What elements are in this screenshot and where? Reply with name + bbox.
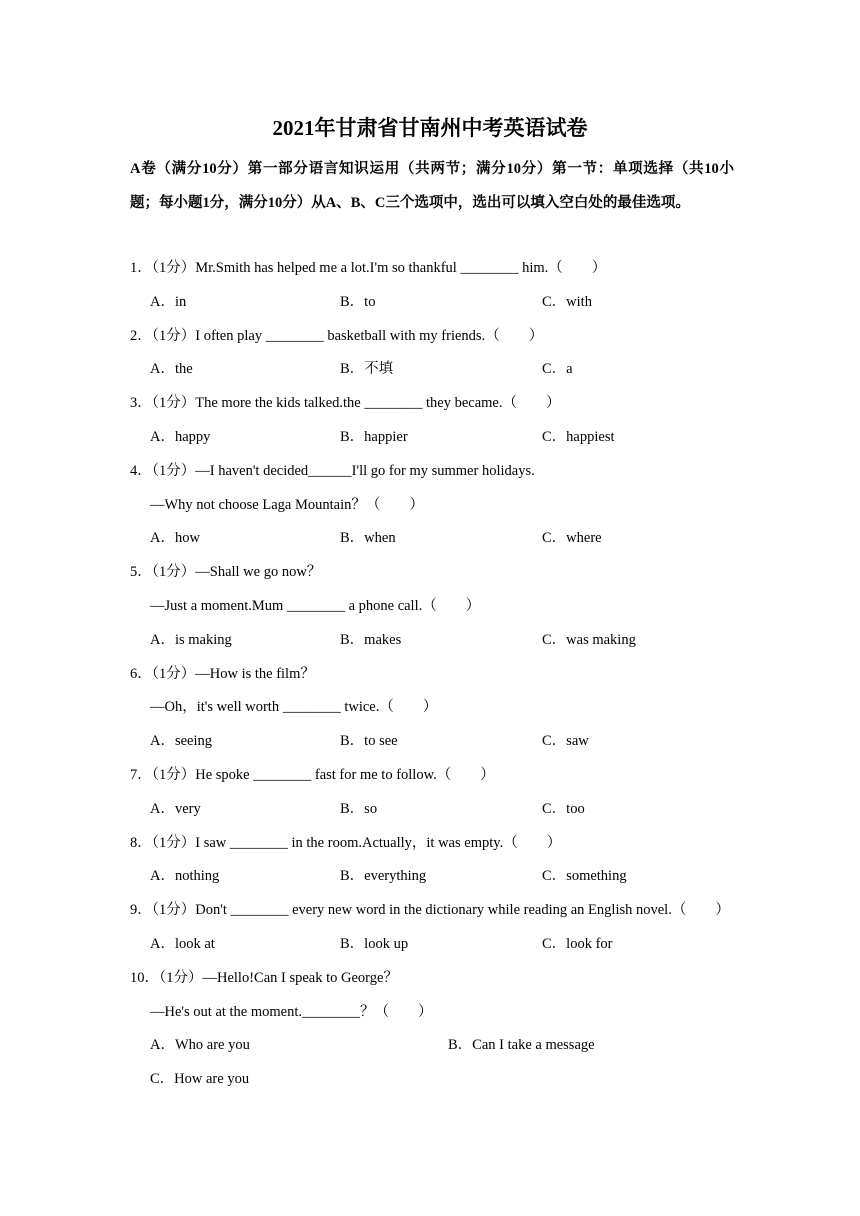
option-a: A．in bbox=[150, 294, 187, 310]
question-stem: 9．（1分）Don't ________ every new word in the dictionary while reading an English novel.（ ） bbox=[130, 902, 730, 918]
question-stem: 1．（1分）Mr.Smith has helped me a lot.I'm so thankful ________ him.（ ） bbox=[130, 260, 607, 276]
option-c: C．was making bbox=[542, 632, 636, 648]
question-stem: 5．（1分）—Shall we go now？ bbox=[130, 564, 322, 580]
page-title: 2021年甘肃省甘南州中考英语试卷 bbox=[272, 116, 588, 140]
question-dialogue-line: —Why not choose Laga Mountain？（ ） bbox=[150, 497, 424, 513]
option-c: C．something bbox=[542, 868, 627, 884]
option-b: B．look up bbox=[340, 936, 409, 952]
question-dialogue-line: —Oh，it's well worth ________ twice.（ ） bbox=[150, 699, 438, 715]
option-a: A．nothing bbox=[150, 868, 220, 884]
option-c: C．happiest bbox=[542, 429, 615, 445]
option-b: B．happier bbox=[340, 429, 408, 445]
question-stem: 4．（1分）—I haven't decided______I'll go for my summer holidays. bbox=[130, 463, 535, 479]
question-stem: 7．（1分）He spoke ________ fast for me to follow.（ ） bbox=[130, 767, 495, 783]
option-b: B．to see bbox=[340, 733, 398, 749]
option-b: B．when bbox=[340, 530, 396, 546]
question-stem: 2．（1分）I often play ________ basketball with my friends.（ ） bbox=[130, 328, 544, 344]
option-a: A．how bbox=[150, 530, 200, 546]
option-b: B．so bbox=[340, 801, 378, 817]
option-a: A．seeing bbox=[150, 733, 213, 749]
option-b: B．everything bbox=[340, 868, 427, 884]
option-c: C．How are you bbox=[150, 1071, 250, 1087]
option-c: C．a bbox=[542, 361, 573, 377]
option-a: A．Who are you bbox=[150, 1037, 250, 1053]
question-dialogue-line: —Just a moment.Mum ________ a phone call.（ ） bbox=[150, 598, 481, 614]
option-c: C．too bbox=[542, 801, 585, 817]
option-b: B．makes bbox=[340, 632, 402, 648]
question-stem: 3．（1分）The more the kids talked.the ________ they became.（ ） bbox=[130, 395, 561, 411]
option-b: B．不填 bbox=[340, 361, 394, 377]
section-instructions: A卷（满分10分）第一部分语言知识运用（共两节；满分10分）第一节：单项选择（共10小题；每小题1分，满分10分）从A、B、C三个选项中，选出可以填入空白处的最佳选项。 bbox=[130, 161, 734, 211]
question-stem: 6．（1分）—How is the film？ bbox=[130, 666, 315, 682]
question-dialogue-line: —He's out at the moment.________？（ ） bbox=[150, 1004, 433, 1020]
option-a: A．is making bbox=[150, 632, 232, 648]
option-c: C．saw bbox=[542, 733, 589, 749]
option-a: A．very bbox=[150, 801, 201, 817]
option-a: A．look at bbox=[150, 936, 215, 952]
option-c: C．with bbox=[542, 294, 592, 310]
question-stem: 8．（1分）I saw ________ in the room.Actually，it was empty.（ ） bbox=[130, 835, 562, 851]
option-a: A．happy bbox=[150, 429, 211, 445]
option-a: A．the bbox=[150, 361, 193, 377]
option-b: B．Can I take a message bbox=[448, 1037, 595, 1053]
question-stem: 10．（1分）—Hello!Can I speak to George？ bbox=[130, 970, 398, 986]
option-c: C．where bbox=[542, 530, 602, 546]
option-b: B．to bbox=[340, 294, 376, 310]
option-c: C．look for bbox=[542, 936, 613, 952]
